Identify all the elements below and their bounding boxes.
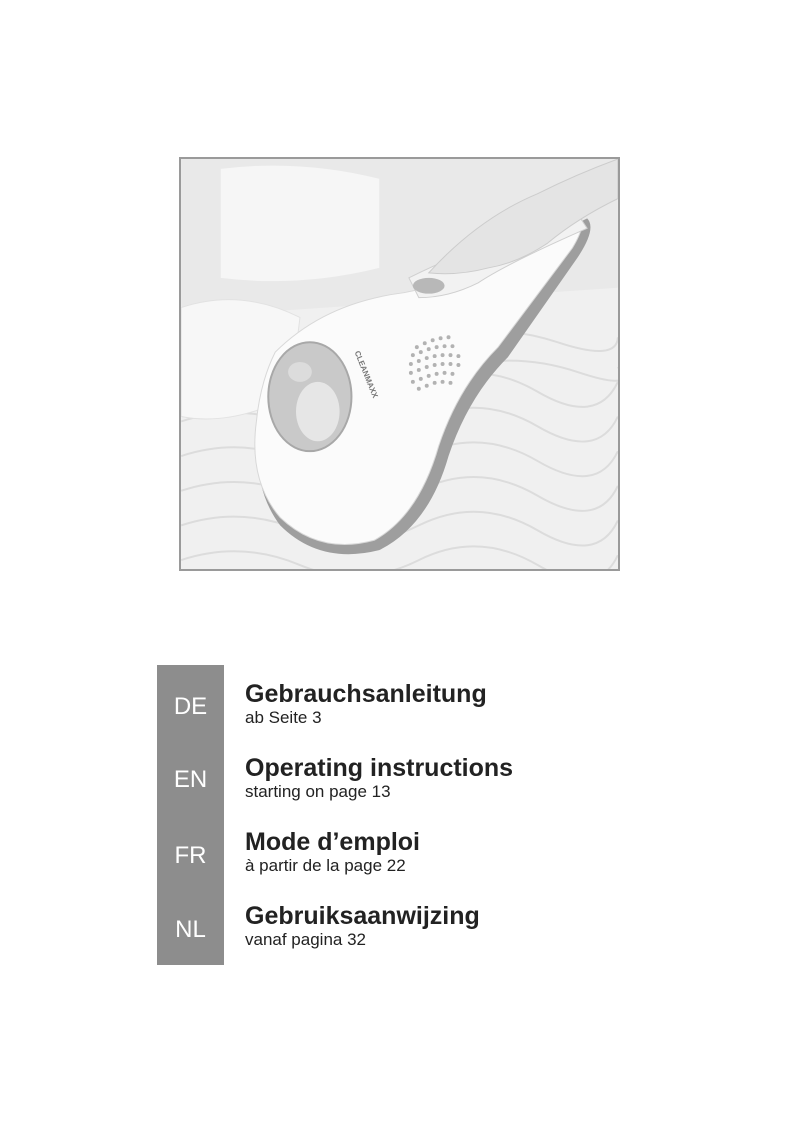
entry-subtitle: starting on page 13 [245, 782, 391, 801]
lang-code-en: EN [173, 766, 208, 793]
entry-subtitle: ab Seite 3 [245, 708, 322, 727]
entry-subtitle: à partir de la page 22 [245, 856, 406, 875]
language-bar [157, 665, 224, 965]
entry-title: Gebrauchsanleitung [245, 680, 487, 708]
language-entry-en [245, 754, 513, 802]
brand-logo: CLEANMAXX [352, 349, 380, 400]
lang-code-nl: NL [175, 916, 206, 943]
lang-code-de: DE [173, 693, 208, 720]
language-entry-de [245, 680, 487, 728]
lang-code-fr: FR [174, 842, 207, 869]
entry-title: Mode d’emploi [245, 828, 420, 856]
language-entry-fr [245, 828, 420, 876]
entry-title: Operating instructions [245, 754, 514, 782]
product-photo [179, 157, 620, 571]
entry-subtitle: vanaf pagina 32 [245, 930, 366, 949]
vacuum-illustration [181, 159, 618, 569]
entry-title: Gebruiksaanwijzing [245, 902, 480, 930]
language-entry-nl [245, 902, 480, 950]
